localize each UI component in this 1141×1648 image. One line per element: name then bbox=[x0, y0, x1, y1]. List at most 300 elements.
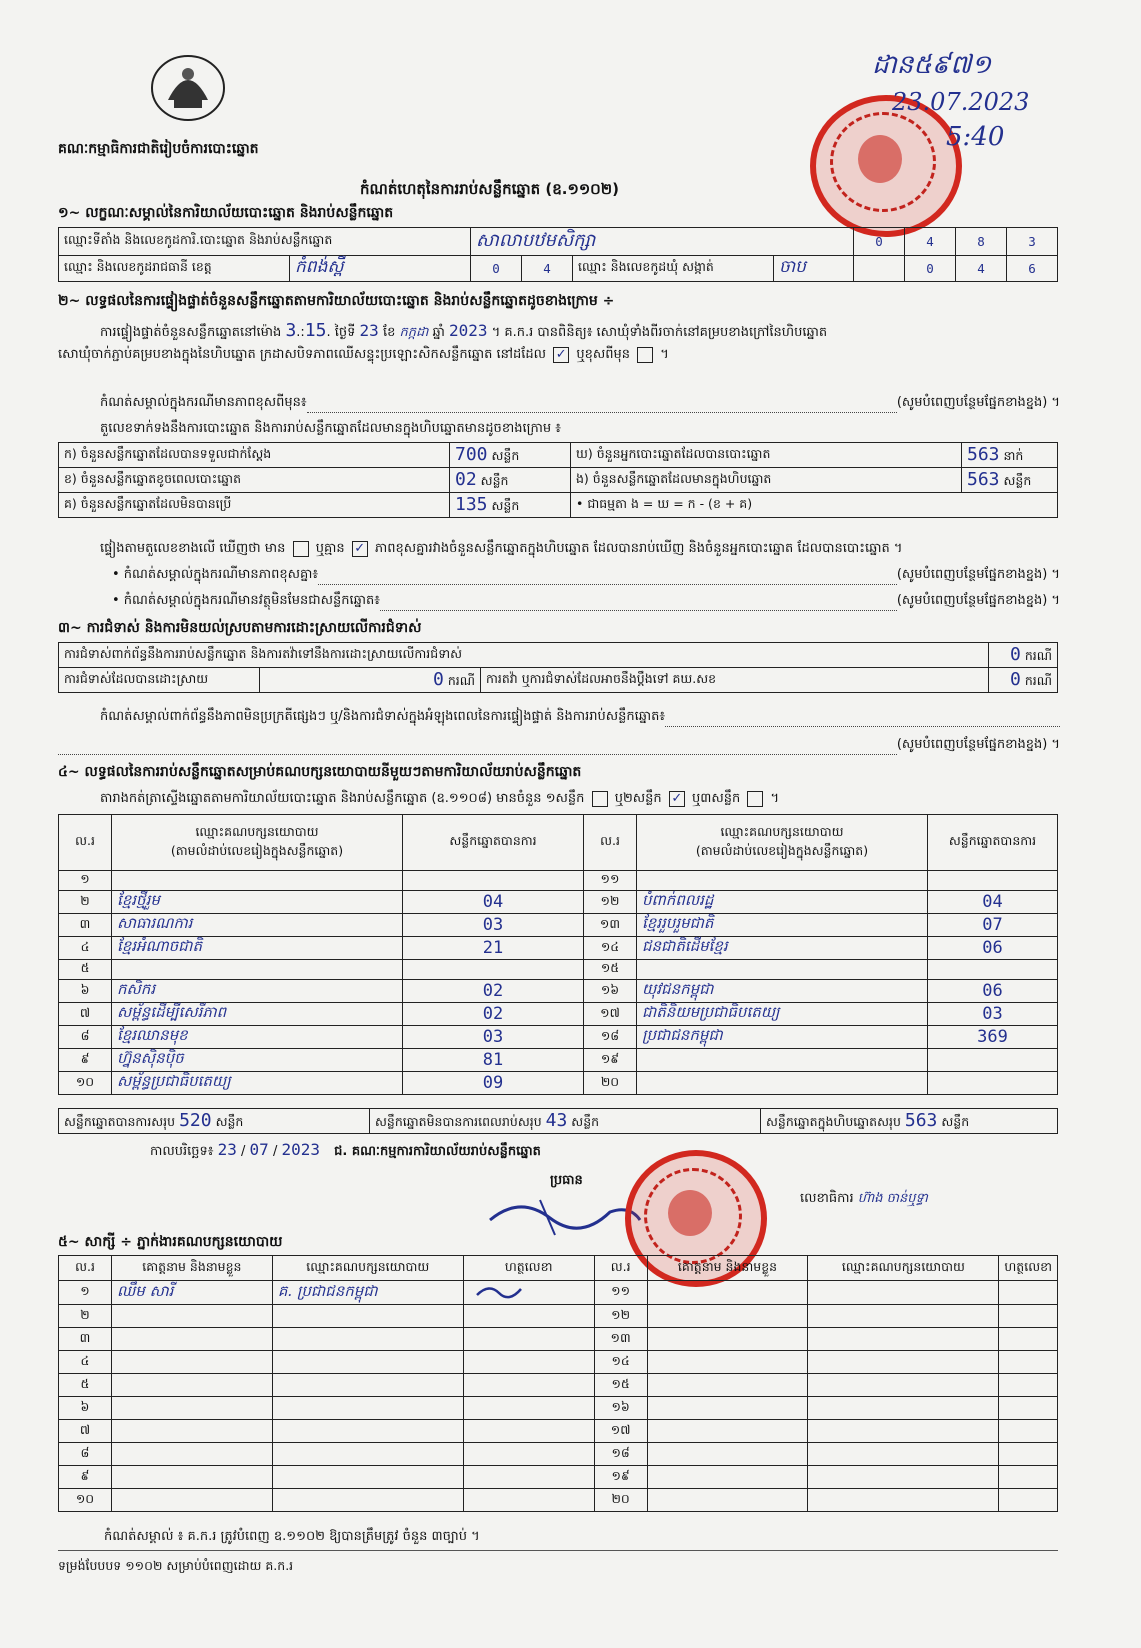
witness-party[interactable] bbox=[808, 1328, 999, 1351]
col-no: ល.រ bbox=[59, 815, 112, 871]
changed-checkbox[interactable] bbox=[637, 347, 653, 363]
stamp-emblem bbox=[668, 1190, 712, 1236]
witness-name[interactable] bbox=[647, 1443, 808, 1466]
handwritten-receipt-number: ដាន៥៩៧១ bbox=[872, 50, 992, 80]
witness-party[interactable] bbox=[272, 1397, 463, 1420]
witness-number: ១១ bbox=[594, 1281, 647, 1305]
form-footer: ទម្រង់បែបបទ ១១០២ សម្រាប់បំពេញដោយ គ.ក.រ bbox=[58, 1558, 294, 1573]
witness-number: ២ bbox=[59, 1305, 112, 1328]
fill-back-note: (សូមបំពេញបន្ថែមផ្នែកខាងខ្នង) ។ bbox=[896, 737, 1060, 752]
party-number: ១៩ bbox=[584, 1049, 637, 1072]
party-name: ប្រជាជនកម្ពុជា bbox=[637, 1026, 928, 1049]
witness-name[interactable] bbox=[111, 1443, 272, 1466]
party-row bbox=[59, 1026, 1058, 1049]
witness-row bbox=[59, 1466, 1058, 1489]
witness-row bbox=[59, 1489, 1058, 1512]
difference-detail-label: • កំណត់សម្គាល់ក្នុងករណីមានភាពខុសគ្នា៖ bbox=[112, 567, 319, 582]
col-party: ឈ្មោះគណបក្សនយោបាយ bbox=[808, 1256, 999, 1281]
commune-label: ឈ្មោះ និងលេខកូដឃុំ សង្កាត់ bbox=[573, 256, 774, 282]
section-2-title: ២~ លទ្ធផលនៃការផ្ទៀងផ្ទាត់ចំនួនសន្លឹកឆ្នោតតាមការិយាល័យបោះឆ្នោត និងរាប់សន្លឹកឆ្នោតដូចខាងក្រោម ÷ bbox=[58, 293, 615, 309]
two-sheets-checkbox[interactable]: ✓ bbox=[669, 791, 685, 807]
party-number: ១៨ bbox=[584, 1026, 637, 1049]
party-votes: 21 bbox=[403, 937, 584, 960]
col-sign: ហត្ថលេខា bbox=[999, 1256, 1058, 1281]
received-ballots-unit: សន្លឹក bbox=[491, 447, 520, 463]
nec-logo bbox=[148, 52, 228, 124]
party-votes bbox=[928, 1049, 1058, 1072]
witness-row bbox=[59, 1351, 1058, 1374]
col-sign: ហត្ថលេខា bbox=[463, 1256, 594, 1281]
station-code-digit: 8 bbox=[956, 228, 1007, 256]
date-day: 23 bbox=[217, 1140, 237, 1159]
polling-station-table bbox=[58, 227, 1058, 282]
col-no: ល.រ bbox=[594, 1256, 647, 1281]
one-sheet-checkbox[interactable] bbox=[592, 791, 608, 807]
date-month: 07 bbox=[249, 1140, 269, 1159]
witness-signature[interactable] bbox=[463, 1328, 594, 1351]
witness-number: ៩ bbox=[59, 1466, 112, 1489]
party-number: ១៧ bbox=[584, 1003, 637, 1026]
party-number: ២០ bbox=[584, 1072, 637, 1095]
party-votes: 02 bbox=[403, 980, 584, 1003]
witness-name[interactable] bbox=[647, 1281, 808, 1305]
org-name: គណៈកម្មាធិការជាតិរៀបចំការបោះឆ្នោត bbox=[58, 141, 259, 157]
party-results-body bbox=[59, 871, 1058, 1095]
witness-signature[interactable] bbox=[999, 1420, 1058, 1443]
col-votes: សន្លឹកឆ្នោតបានការ bbox=[403, 815, 584, 871]
witness-signature[interactable] bbox=[999, 1466, 1058, 1489]
commune-code-digit: 4 bbox=[956, 256, 1007, 282]
witness-number: ៤ bbox=[59, 1351, 112, 1374]
party-number: ៨ bbox=[59, 1026, 112, 1049]
party-votes: 06 bbox=[928, 937, 1058, 960]
seal-unchanged-text: សោឃុំចាក់ភ្ជាប់គម្របខាងក្នុងនៃហិបឆ្នោត ក្រដាសបិទភាពឈើសន្ទុះប្រឡោះសិកសន្លឹកឆ្នោត នៅដដែល bbox=[58, 347, 547, 362]
complaints-cell bbox=[988, 643, 1057, 668]
section-3-title: ៣~ ការជំទាស់ និងការមិនយល់ស្របតាមការដោះស្រាយលើការជំទាស់ bbox=[58, 620, 422, 636]
party-votes: 81 bbox=[403, 1049, 584, 1072]
party-name: កសិករ bbox=[112, 980, 403, 1003]
invalid-total-label: សន្លឹកឆ្នោតមិនបានការពេលរាប់សរុប bbox=[375, 1113, 542, 1129]
ballots-in-box-value: 563 bbox=[967, 468, 1000, 490]
party-name bbox=[112, 871, 403, 891]
chair-label: ប្រធាន bbox=[550, 1173, 583, 1188]
ballots-in-box-label: ង) ចំនួនសន្លឹកឆ្នោតដែលមានក្នុងហិបឆ្នោត bbox=[571, 468, 962, 493]
box-total-label: សន្លឹកឆ្នោតក្នុងហិបឆ្នោតសរុប bbox=[766, 1113, 901, 1129]
col-party bbox=[637, 815, 928, 871]
voters-label: ឃ) ចំនួនអ្នកបោះឆ្នោតដែលបានបោះឆ្នោត bbox=[571, 443, 962, 468]
comparison-line bbox=[100, 540, 902, 559]
ballots-in-box-cell bbox=[962, 468, 1058, 493]
col-votes: សន្លឹកឆ្នោតបានការ bbox=[928, 815, 1058, 871]
witness-party[interactable] bbox=[272, 1328, 463, 1351]
voters-cell bbox=[962, 443, 1058, 468]
year-label: ឆ្នាំ bbox=[432, 325, 445, 340]
difference-note-field[interactable] bbox=[307, 394, 897, 413]
party-name: សាធារណការ bbox=[112, 914, 403, 937]
resolved-label: ការជំទាស់ដែលបានដោះស្រាយ bbox=[59, 668, 260, 693]
party-name bbox=[637, 1072, 928, 1095]
witness-number: ៨ bbox=[59, 1443, 112, 1466]
party-votes bbox=[403, 960, 584, 980]
voters-unit: នាក់ bbox=[1003, 447, 1024, 463]
party-name: សម្ព័ន្ធប្រជាធិបតេយ្យ bbox=[112, 1072, 403, 1095]
has-difference-checkbox[interactable] bbox=[293, 541, 309, 557]
valid-total-label: សន្លឹកឆ្នោតបានការសរុប bbox=[64, 1113, 176, 1129]
witness-number: ៣ bbox=[59, 1328, 112, 1351]
verification-hour: 3 bbox=[285, 320, 297, 341]
party-number: ៤ bbox=[59, 937, 112, 960]
party-row bbox=[59, 1049, 1058, 1072]
witness-signature[interactable] bbox=[999, 1397, 1058, 1420]
witness-party[interactable] bbox=[808, 1397, 999, 1420]
party-name: ខ្មែរថ្មីរួម bbox=[112, 891, 403, 914]
witness-party[interactable] bbox=[272, 1443, 463, 1466]
witness-name[interactable] bbox=[647, 1305, 808, 1328]
invalid-object-field[interactable] bbox=[380, 592, 897, 611]
col-no: ល.រ bbox=[59, 1256, 112, 1281]
form-title: កំណត់ហេតុនៃការរាប់សន្លឹកឆ្នោត (ឧ.១១០២) bbox=[360, 180, 620, 198]
invalid-total-value: 43 bbox=[545, 1109, 568, 1131]
party-number: ៥ bbox=[59, 960, 112, 980]
appeal-label: ការតវ៉ា ឬការជំទាស់ដែលអាចនឹងប្តឹងទៅ គឃ.សខ bbox=[481, 668, 989, 693]
witness-signature[interactable] bbox=[999, 1443, 1058, 1466]
witness-signature[interactable] bbox=[463, 1420, 594, 1443]
col-name: គោត្តនាម និងនាមខ្លួន bbox=[647, 1256, 808, 1281]
secretary-line bbox=[800, 1190, 928, 1209]
secretary-label: លេខាធិការ bbox=[800, 1191, 854, 1206]
party-votes bbox=[928, 871, 1058, 891]
col-party: ឈ្មោះគណបក្សនយោបាយ bbox=[272, 1256, 463, 1281]
spoiled-ballots-value: 02 bbox=[455, 468, 477, 490]
commune-value: ចាប bbox=[774, 256, 854, 282]
province-value: កំពង់ស្ពឺ bbox=[290, 256, 471, 282]
witness-signature[interactable] bbox=[463, 1466, 594, 1489]
complaints-table bbox=[58, 642, 1058, 693]
witness-party[interactable] bbox=[808, 1374, 999, 1397]
col-no: ល.រ bbox=[584, 815, 637, 871]
complaints-unit: ករណី bbox=[1024, 647, 1052, 663]
party-votes bbox=[403, 871, 584, 891]
party-votes: 03 bbox=[928, 1003, 1058, 1026]
resolved-cell bbox=[260, 668, 481, 693]
valid-total-value: 520 bbox=[179, 1109, 212, 1131]
witness-signature[interactable] bbox=[999, 1305, 1058, 1328]
ballots-in-box-unit: សន្លឹក bbox=[1003, 472, 1032, 488]
col-party-title: ឈ្មោះគណបក្សនយោបាយ bbox=[720, 823, 844, 839]
witness-party[interactable] bbox=[808, 1420, 999, 1443]
stamp-date: 23.07.2023 bbox=[892, 88, 1030, 116]
witness-number: ២០ bbox=[594, 1489, 647, 1512]
party-row bbox=[59, 891, 1058, 914]
tally-sheet-line: តារាងកត់ត្រាស្ទើងឆ្នោតតាមការិយាល័យបោះឆ្នោត និងរាប់សន្លឹកឆ្នោត (ឧ.១១០៨) មានចំនួន ១សន្លឹក ឬ២សន្លឹក ✓ ឬ៣សន្លឹក ។ bbox=[100, 790, 780, 806]
witness-party[interactable]: គ. ប្រជាជនកម្ពុជា bbox=[272, 1281, 463, 1305]
witness-name[interactable] bbox=[111, 1351, 272, 1374]
invalid-object-line bbox=[112, 592, 1060, 611]
party-row bbox=[59, 960, 1058, 980]
witness-name[interactable] bbox=[111, 1420, 272, 1443]
verification-time-prefix: ការផ្ទៀងផ្ទាត់ចំនួនសន្លឹកឆ្នោតនៅម៉ោង bbox=[100, 325, 282, 340]
party-row bbox=[59, 980, 1058, 1003]
received-ballots-value: 700 bbox=[455, 443, 488, 465]
witness-name[interactable] bbox=[111, 1489, 272, 1512]
verification-minute: 15 bbox=[304, 320, 327, 341]
party-number: ១ bbox=[59, 871, 112, 891]
appeal-unit: ករណី bbox=[1024, 672, 1052, 688]
witness-number: ១ bbox=[59, 1281, 112, 1305]
section-4-title: ៤~ លទ្ធផលនៃការរាប់សន្លឹកឆ្នោតសម្រាប់គណបក្សនយោបាយនីមួយៗតាមការិយាល័យរាប់សន្លឹកឆ្នោត bbox=[58, 764, 582, 780]
party-row bbox=[59, 1003, 1058, 1026]
party-name: បំពាក់ពលរដ្ឋ bbox=[637, 891, 928, 914]
secretary-name: ហ៊ាង ចាន់ឬទ្ធា bbox=[857, 1191, 928, 1206]
party-results-table bbox=[58, 814, 1058, 1095]
received-ballots-cell bbox=[450, 443, 571, 468]
box-total-value: 563 bbox=[904, 1109, 938, 1131]
tally-sheet-text: តារាងកត់ត្រាស្ទើងឆ្នោតតាមការិយាល័យបោះឆ្នោត និងរាប់សន្លឹកឆ្នោត (ឧ.១១០៨) មានចំនួន ១សន្លឹក bbox=[100, 791, 585, 806]
witness-row bbox=[59, 1443, 1058, 1466]
party-number: ២ bbox=[59, 891, 112, 914]
date-label: កាលបរិច្ឆេទ៖ bbox=[150, 1144, 214, 1159]
witness-signature[interactable] bbox=[999, 1489, 1058, 1512]
difference-detail-field[interactable] bbox=[318, 566, 897, 585]
witness-signature[interactable] bbox=[463, 1281, 594, 1305]
spoiled-ballots-cell bbox=[450, 468, 571, 493]
witness-row bbox=[59, 1305, 1058, 1328]
witness-body bbox=[59, 1281, 1058, 1512]
witness-row bbox=[59, 1374, 1058, 1397]
witness-row bbox=[59, 1281, 1058, 1305]
party-votes: 02 bbox=[403, 1003, 584, 1026]
received-ballots-label: ក) ចំនួនសន្លឹកឆ្នោតដែលបានទទួលជាក់ស្តែង bbox=[59, 443, 450, 468]
witness-name[interactable] bbox=[111, 1305, 272, 1328]
witness-name[interactable] bbox=[111, 1466, 272, 1489]
party-name: ខ្មែររួបរួមជាតិ bbox=[637, 914, 928, 937]
committee-label: ជ. គណៈកម្មការការិយាល័យរាប់សន្លឹកឆ្នោត bbox=[334, 1144, 541, 1159]
witness-name[interactable] bbox=[647, 1466, 808, 1489]
invalid-object-label: • កំណត់សម្គាល់ក្នុងករណីមានវត្ថុមិនមែនជាសន្លឹកឆ្នោត៖ bbox=[112, 593, 380, 608]
party-votes: 07 bbox=[928, 914, 1058, 937]
party-name bbox=[637, 960, 928, 980]
party-name bbox=[637, 1049, 928, 1072]
witness-party[interactable] bbox=[808, 1443, 999, 1466]
party-number: ១៥ bbox=[584, 960, 637, 980]
witness-name[interactable] bbox=[647, 1374, 808, 1397]
witness-name[interactable]: ឈឹម សារី bbox=[111, 1281, 272, 1305]
witness-signature[interactable] bbox=[999, 1328, 1058, 1351]
witness-number: ១៥ bbox=[594, 1374, 647, 1397]
station-code-digit: 3 bbox=[1007, 228, 1058, 256]
party-number: ១០ bbox=[59, 1072, 112, 1095]
witness-signature[interactable] bbox=[463, 1397, 594, 1420]
witness-signature-mark bbox=[469, 1281, 529, 1301]
resolved-value: 0 bbox=[433, 668, 444, 690]
unused-ballots-cell bbox=[450, 493, 571, 518]
party-row bbox=[59, 871, 1058, 891]
party-name: យុវជនកម្ពុជា bbox=[637, 980, 928, 1003]
verification-line-2: សោឃុំចាក់ភ្ជាប់គម្របខាងក្នុងនៃហិបឆ្នោត ក្រដាសបិទភាពឈើសន្ទុះប្រឡោះសិកសន្លឹកឆ្នោត នៅដដែល ✓ ឬខុសពីមុន ។ bbox=[58, 346, 669, 362]
section-5-title: ៥~ សាក្សី ÷ ភ្នាក់ងារគណបក្សនយោបាយ bbox=[58, 1234, 283, 1250]
party-votes: 369 bbox=[928, 1026, 1058, 1049]
verification-line-1: ការផ្ទៀងផ្ទាត់ចំនួនសន្លឹកឆ្នោតនៅម៉ោង 3.:15. ថ្ងៃទី 23 ខែ កក្កដា ឆ្នាំ 2023 ។ គ.ក.រ បានពិនិត្យ៖ សោឃុំទាំងពីរចាក់នៅគម្របខាងក្រៅនៃហិបឆ្នោត bbox=[100, 320, 828, 341]
witness-number: ១២ bbox=[594, 1305, 647, 1328]
witness-party[interactable] bbox=[272, 1489, 463, 1512]
witness-signature[interactable] bbox=[463, 1305, 594, 1328]
col-party-subtitle: (តាមលំដាប់លេខរៀងក្នុងសន្លឹកឆ្នោត) bbox=[695, 842, 869, 858]
party-votes: 04 bbox=[928, 891, 1058, 914]
station-name-label: ឈ្មោះទីតាំង និងលេខកូដការិ.បោះឆ្នោត និងរាប់សន្លឹកឆ្នោត bbox=[59, 228, 471, 256]
witness-party[interactable] bbox=[808, 1305, 999, 1328]
witness-party[interactable] bbox=[808, 1281, 999, 1305]
party-votes: 04 bbox=[403, 891, 584, 914]
witness-party[interactable] bbox=[808, 1489, 999, 1512]
witness-party[interactable] bbox=[272, 1374, 463, 1397]
party-row bbox=[59, 1072, 1058, 1095]
witness-signature[interactable] bbox=[463, 1374, 594, 1397]
witness-row bbox=[59, 1420, 1058, 1443]
unused-ballots-value: 135 bbox=[455, 493, 488, 515]
witness-signature[interactable] bbox=[999, 1281, 1058, 1305]
valid-total-cell bbox=[59, 1109, 370, 1134]
party-name: ជាតិនិយមប្រជាធិបតេយ្យ bbox=[637, 1003, 928, 1026]
party-votes: 06 bbox=[928, 980, 1058, 1003]
spoiled-ballots-unit: សន្លឹក bbox=[480, 472, 509, 488]
date-year: 2023 bbox=[281, 1140, 320, 1159]
province-code-digit: 4 bbox=[522, 256, 573, 282]
commune-code-blank bbox=[854, 256, 905, 282]
witness-party[interactable] bbox=[272, 1420, 463, 1443]
witness-name[interactable] bbox=[647, 1489, 808, 1512]
comparison-has-text: ផ្ទៀងតាមតួលេខខាងលើ ឃើញថា មាន bbox=[100, 541, 286, 556]
witness-row bbox=[59, 1328, 1058, 1351]
irregularity-note-line-2 bbox=[58, 736, 1060, 755]
witness-row bbox=[59, 1397, 1058, 1420]
vote-totals-table bbox=[58, 1108, 1058, 1134]
witness-number: ៧ bbox=[59, 1420, 112, 1443]
witness-signature[interactable] bbox=[463, 1443, 594, 1466]
party-number: ៦ bbox=[59, 980, 112, 1003]
irregularity-note-field[interactable] bbox=[58, 736, 897, 755]
party-name: ហ្វ៊ុនស៊ិនប៉ិច bbox=[112, 1049, 403, 1072]
witness-number: ១៦ bbox=[594, 1397, 647, 1420]
witness-party[interactable] bbox=[808, 1351, 999, 1374]
fill-back-note: (សូមបំពេញបន្ថែមផ្នែកខាងខ្នង) ។ bbox=[896, 593, 1060, 608]
day-label: ថ្ងៃទី bbox=[334, 325, 356, 340]
resolved-unit: ករណី bbox=[447, 672, 475, 688]
witness-party[interactable] bbox=[272, 1351, 463, 1374]
commune-code-digit: 0 bbox=[905, 256, 956, 282]
party-row bbox=[59, 937, 1058, 960]
appeal-value: 0 bbox=[1010, 668, 1021, 690]
ballot-figures-table bbox=[58, 442, 1058, 518]
box-total-unit: សន្លឹក bbox=[941, 1113, 970, 1129]
invalid-total-unit: សន្លឹក bbox=[571, 1113, 600, 1129]
witness-party[interactable] bbox=[808, 1466, 999, 1489]
box-total-cell bbox=[761, 1109, 1058, 1134]
party-number: ១៤ bbox=[584, 937, 637, 960]
witness-signature[interactable] bbox=[463, 1489, 594, 1512]
witness-signature[interactable] bbox=[999, 1351, 1058, 1374]
station-code-digit: 0 bbox=[854, 228, 905, 256]
complaints-value: 0 bbox=[1010, 643, 1021, 665]
footer-rule bbox=[58, 1550, 1058, 1551]
footnote: កំណត់សម្គាល់ ៖ គ.ក.រ ត្រូវបំពេញ ឧ.១១០២ ឱ្យបានត្រឹមត្រូវ ចំនួន ៣ច្បាប់ ។ bbox=[104, 1529, 480, 1544]
station-name-value: សាលាបឋមសិក្សា bbox=[471, 228, 854, 256]
col-name: គោត្តនាម និងនាមខ្លួន bbox=[111, 1256, 272, 1281]
party-name: សម្ព័ន្ធដើម្បីសេរីភាព bbox=[112, 1003, 403, 1026]
witness-signature[interactable] bbox=[463, 1351, 594, 1374]
party-votes: 09 bbox=[403, 1072, 584, 1095]
witness-name[interactable] bbox=[111, 1397, 272, 1420]
party-votes: 03 bbox=[403, 914, 584, 937]
party-name: ខ្មែរឈានមុខ bbox=[112, 1026, 403, 1049]
three-sheets-text: ឬ៣សន្លឹក bbox=[691, 791, 741, 806]
difference-note-label: កំណត់សម្គាល់ក្នុងករណីមានភាពខុសពីមុន៖ bbox=[100, 395, 307, 410]
col-party-subtitle: (តាមលំដាប់លេខរៀងក្នុងសន្លឹកឆ្នោត) bbox=[170, 842, 344, 858]
verification-month: កក្កដា bbox=[399, 325, 429, 340]
party-name bbox=[112, 960, 403, 980]
witness-number: ៥ bbox=[59, 1374, 112, 1397]
party-votes bbox=[928, 960, 1058, 980]
party-number: ១៦ bbox=[584, 980, 637, 1003]
party-row bbox=[59, 914, 1058, 937]
party-votes bbox=[928, 1072, 1058, 1095]
witness-name[interactable] bbox=[647, 1397, 808, 1420]
comparison-tail-text: ភាពខុសគ្នារវាងចំនួនសន្លឹកឆ្នោតក្នុងហិបឆ្នោត ដែលបានរាប់ឃើញ និងចំនួនអ្នកបោះឆ្នោត ដែលបានបោះឆ្នោត ។ bbox=[374, 541, 903, 556]
figures-intro: តួលេខទាក់ទងនឹងការបោះឆ្នោត និងការរាប់សន្លឹកឆ្នោតដែលមានក្នុងហិបឆ្នោតមានដូចខាងក្រោម ៖ bbox=[100, 421, 561, 436]
witness-name[interactable] bbox=[111, 1328, 272, 1351]
invalid-total-cell bbox=[370, 1109, 761, 1134]
col-party bbox=[112, 815, 403, 871]
witness-party[interactable] bbox=[272, 1466, 463, 1489]
station-code-digit: 4 bbox=[905, 228, 956, 256]
month-label: ខែ bbox=[382, 325, 396, 340]
commune-code-digit: 6 bbox=[1007, 256, 1058, 282]
party-number: ១១ bbox=[584, 871, 637, 891]
witness-number: ១៩ bbox=[594, 1466, 647, 1489]
party-votes: 03 bbox=[403, 1026, 584, 1049]
no-difference-checkbox[interactable]: ✓ bbox=[352, 541, 368, 557]
witness-party[interactable] bbox=[272, 1305, 463, 1328]
party-number: ៣ bbox=[59, 914, 112, 937]
witness-number: ១៣ bbox=[594, 1328, 647, 1351]
voters-value: 563 bbox=[967, 443, 1000, 465]
comparison-none-text: ឬគ្មាន bbox=[315, 541, 345, 556]
complaints-label: ការជំទាស់ពាក់ព័ន្ធនឹងការរាប់សន្លឹកឆ្នោត និងការតវ៉ាទៅនឹងការដោះស្រាយលើការជំទាស់ bbox=[59, 643, 989, 668]
section-1-title: ១~ លក្ខណៈសម្គាល់នៃការិយាល័យបោះឆ្នោត និងរាប់សន្លឹកឆ្នោត bbox=[58, 205, 394, 221]
witness-number: ៦ bbox=[59, 1397, 112, 1420]
three-sheets-checkbox[interactable] bbox=[747, 791, 763, 807]
witness-number: ១៨ bbox=[594, 1443, 647, 1466]
irregularity-note-line bbox=[100, 708, 1060, 727]
party-number: ១២ bbox=[584, 891, 637, 914]
party-name: ជនជាតិដើមខ្មែរ bbox=[637, 937, 928, 960]
difference-detail-line bbox=[112, 566, 1060, 585]
unchanged-checkbox[interactable]: ✓ bbox=[553, 347, 569, 363]
formula: • ជាធម្មតា ង = ឃ = ក - (ខ + គ) bbox=[571, 493, 1058, 518]
irregularity-note-label: កំណត់សម្គាល់ពាក់ព័ន្ធនឹងភាពមិនប្រក្រតីផ្សេងៗ ឬ/និងការជំទាស់ក្នុងអំឡុងពេលនៃការផ្ទៀងផ្ទាត់ និងការរាប់សន្លឹកឆ្នោត៖ bbox=[100, 709, 666, 724]
party-name bbox=[637, 871, 928, 891]
party-number: ១៣ bbox=[584, 914, 637, 937]
witness-table bbox=[58, 1255, 1058, 1512]
witness-name[interactable] bbox=[647, 1328, 808, 1351]
witness-signature[interactable] bbox=[999, 1374, 1058, 1397]
witness-name[interactable] bbox=[647, 1351, 808, 1374]
verification-text: ។ គ.ក.រ បានពិនិត្យ៖ សោឃុំទាំងពីរចាក់នៅគម្របខាងក្រៅនៃហិបឆ្នោត bbox=[491, 325, 828, 340]
witness-number: ១០ bbox=[59, 1489, 112, 1512]
irregularity-note-field[interactable] bbox=[665, 708, 1060, 727]
date-line: កាលបរិច្ឆេទ៖ 23 / 07 / 2023 ជ. គណៈកម្មការការិយាល័យរាប់សន្លឹកឆ្នោត bbox=[150, 1140, 541, 1159]
witness-name[interactable] bbox=[111, 1374, 272, 1397]
witness-name[interactable] bbox=[647, 1420, 808, 1443]
